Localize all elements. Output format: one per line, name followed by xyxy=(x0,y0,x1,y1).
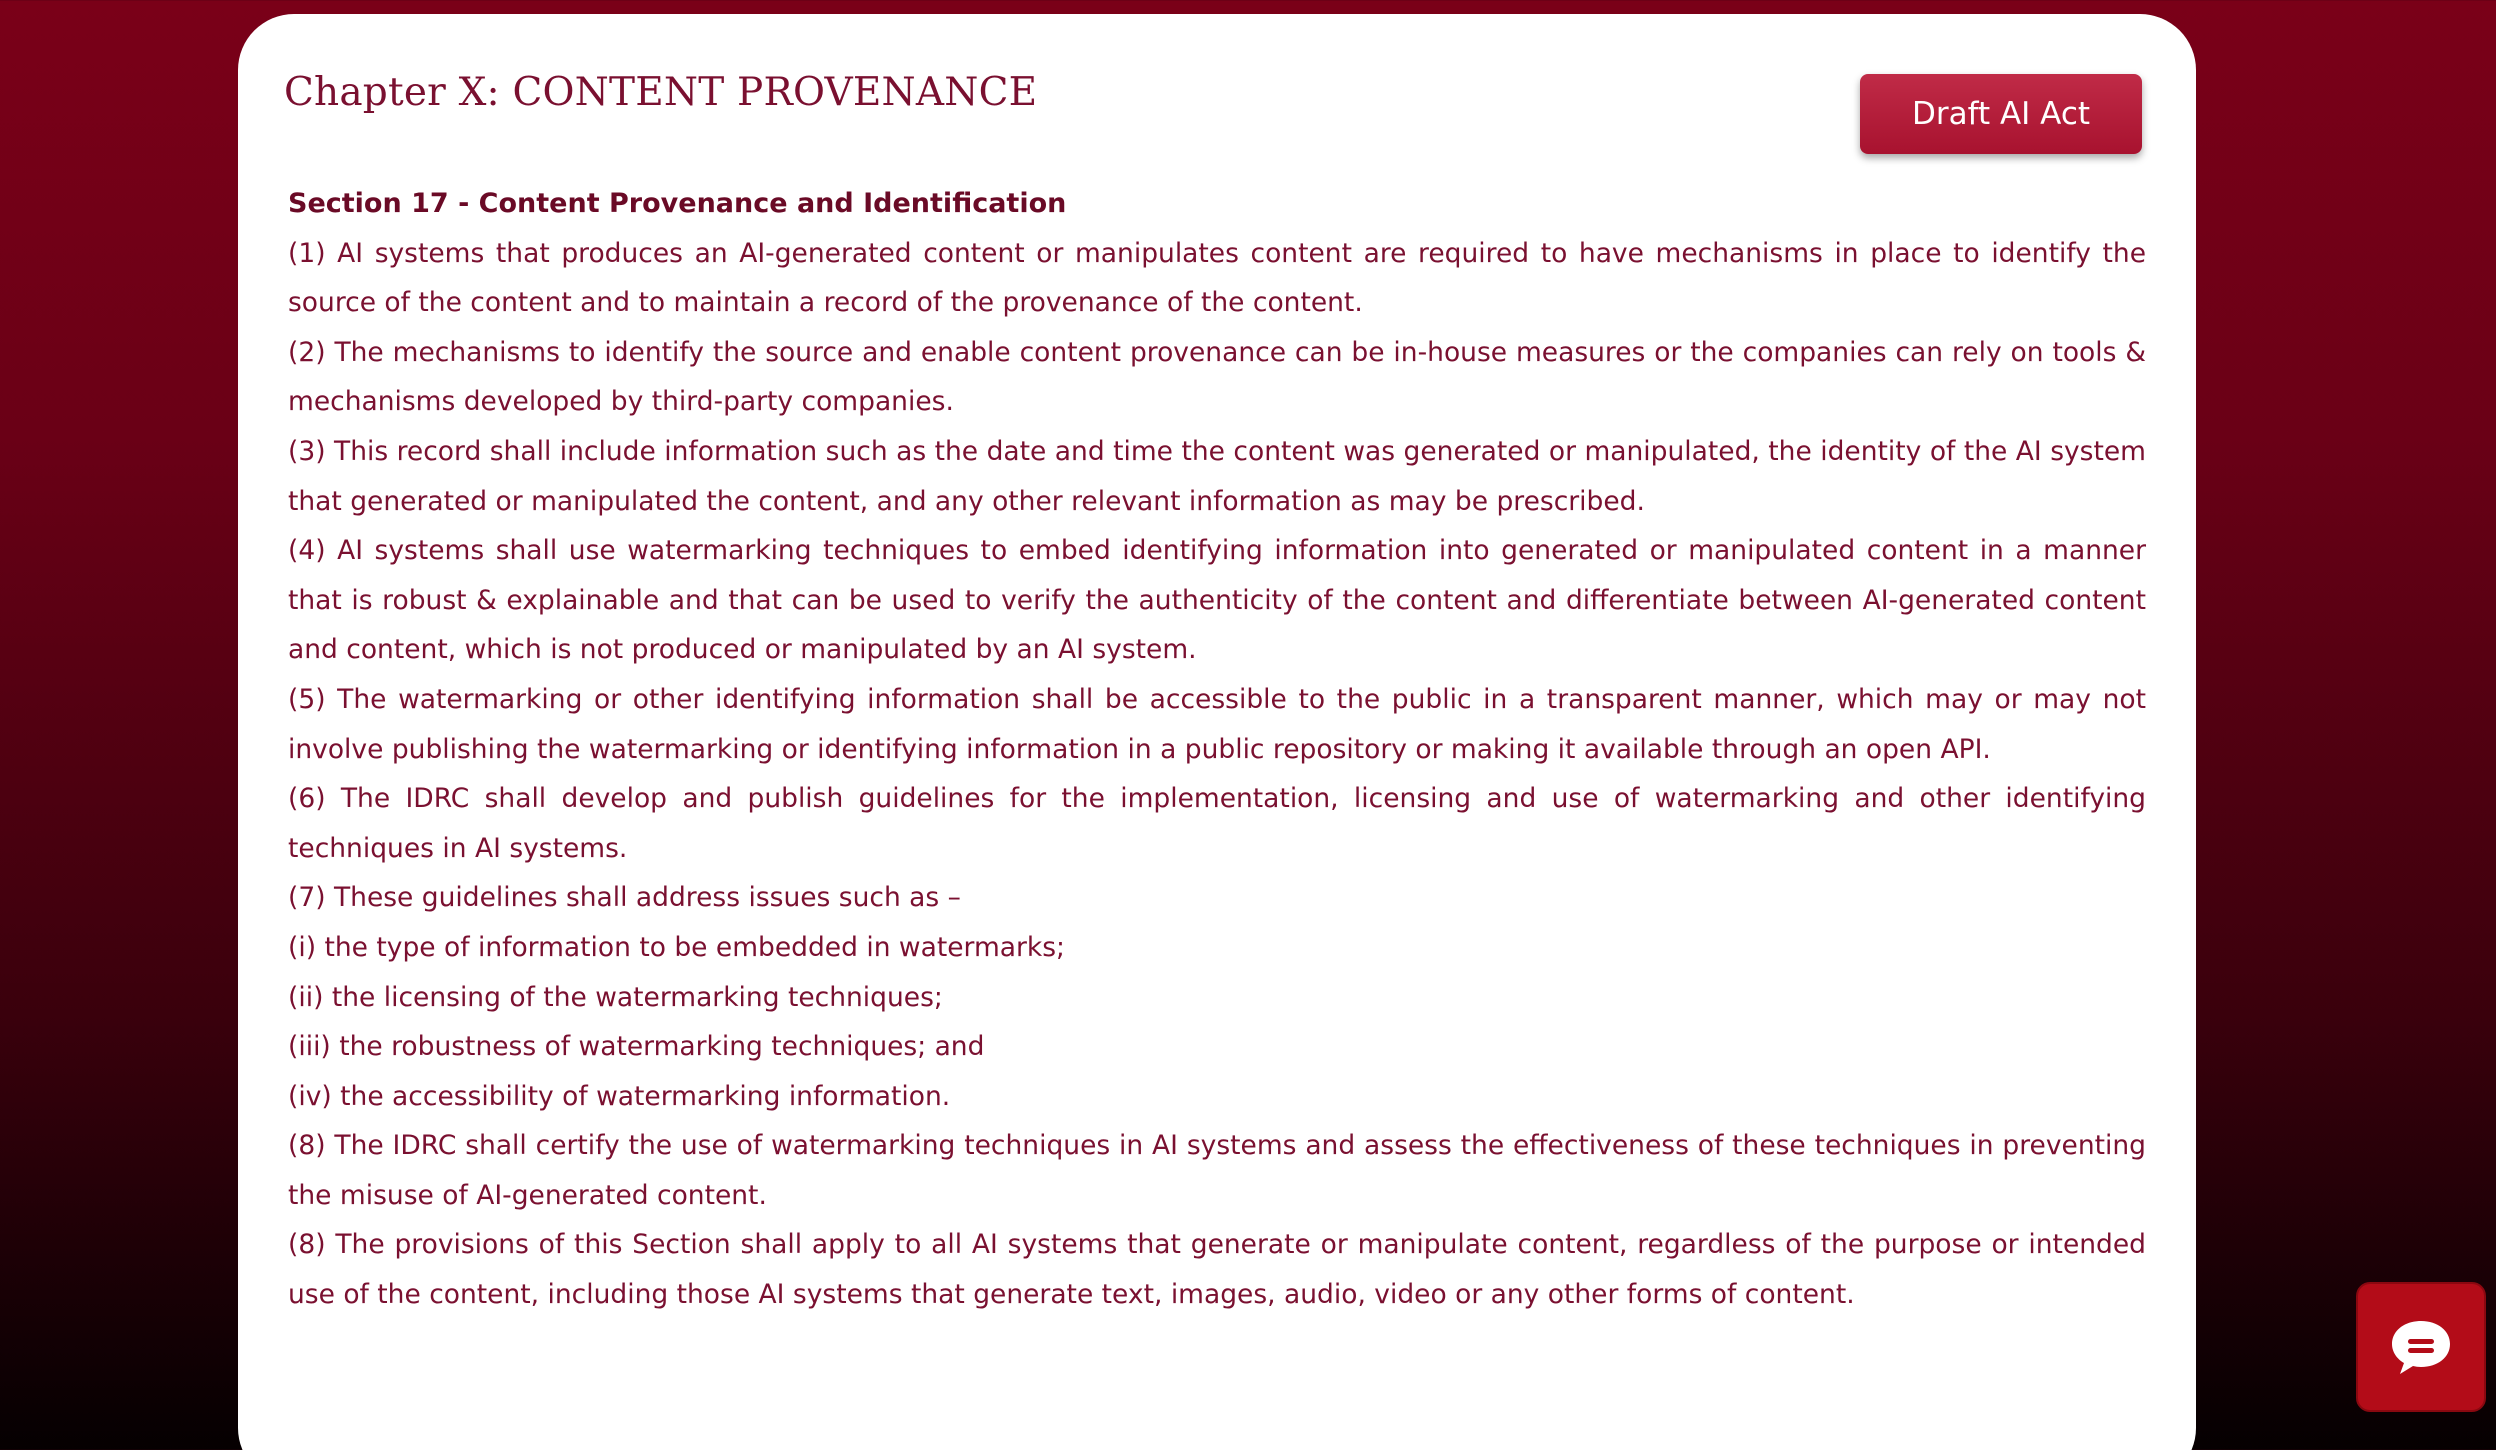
paragraph-8: (8) The IDRC shall certify the use of watermarking techniques in AI systems and assess the effectiveness of these techniques in preventing the misuse of AI-generated content. xyxy=(288,1130,2146,1211)
paragraph-7: (7) These guidelines shall address issues such as – xyxy=(288,882,961,914)
list-item-iv: (iv) the accessibility of watermarking information. xyxy=(288,1080,951,1112)
list-item-iii: (iii) the robustness of watermarking techniques; and xyxy=(288,1031,985,1063)
paragraph-8-provisions: (8) The provisions of this Section shall apply to all AI systems that generate or manipulate content, regardless of the purpose or intended use of the content, including those AI systems that generate text, images, audio, video or any other forms of content. xyxy=(288,1229,2146,1311)
section-content xyxy=(288,179,2146,1320)
chapter-title: Chapter X: CONTENT PROVENANCE xyxy=(284,70,1038,115)
paragraph-3: (3) This record shall include information such as the date and time the content was generated or manipulated, the identity of the AI system that generated or manipulated the content, and any other relevant information as may be prescribed. xyxy=(288,435,2146,517)
paragraph-1: (1) AI systems that produces an AI-generated content or manipulates content are required to have mechanisms in place to identify the source of the content and to maintain a record of the provenance of the content. xyxy=(288,237,2146,319)
list-item-i: (i) the type of information to be embedded in watermarks; xyxy=(288,931,1065,963)
chat-bubble-icon xyxy=(2389,1318,2453,1376)
paragraph-5: (5) The watermarking or other identifying information shall be accessible to the public in a transparent manner, which may or may not involve publishing the watermarking or identifying information in a public repository or making it available through an open API. xyxy=(288,683,2146,765)
content-card xyxy=(238,14,2196,1450)
draft-ai-act-button[interactable]: Draft AI Act xyxy=(1860,74,2142,154)
list-item-ii: (ii) the licensing of the watermarking techniques; xyxy=(288,981,943,1013)
chat-widget-button[interactable] xyxy=(2356,1282,2486,1412)
paragraph-4: (4) AI systems shall use watermarking techniques to embed identifying information into generated or manipulated content in a manner that is robust & explainable and that can be used to verify the authenticity of the content and differentiate between AI-generated content and content, which is not produced or manipulated by an AI system. xyxy=(288,535,2146,666)
paragraph-6: (6) The IDRC shall develop and publish guidelines for the implementation, licensing and use of watermarking and other identifying techniques in AI systems. xyxy=(288,783,2146,864)
paragraph-2: (2) The mechanisms to identify the source and enable content provenance can be in-house measures or the companies can rely on tools & mechanisms developed by third-party companies. xyxy=(288,336,2146,418)
section-heading: Section 17 - Content Provenance and Identification xyxy=(288,188,1067,219)
